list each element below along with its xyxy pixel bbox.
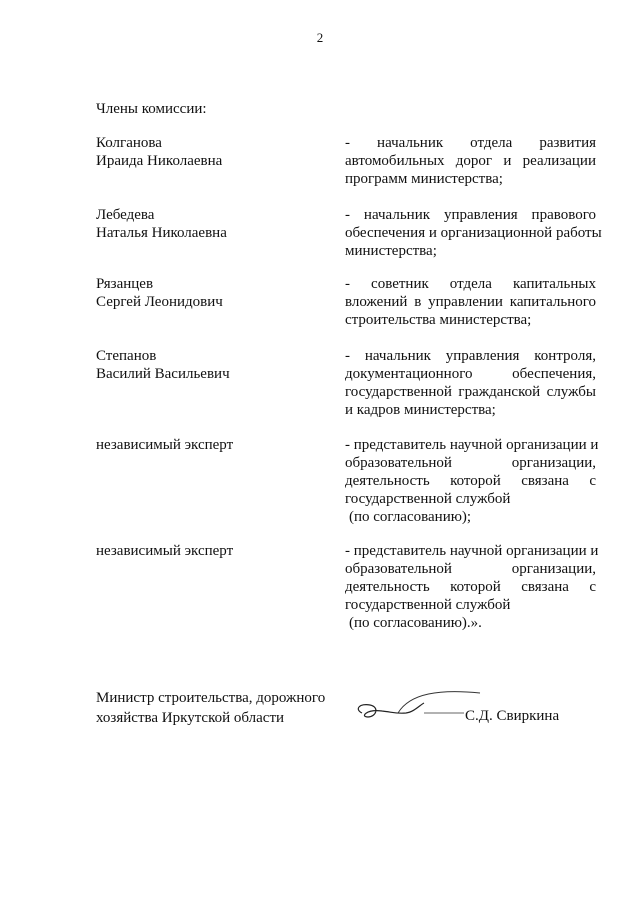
role-line: - представитель научной организации и	[345, 437, 599, 453]
member-title: независимый эксперт	[96, 437, 234, 453]
role-line: - представитель научной организации и	[345, 543, 599, 559]
member-name	[96, 347, 326, 383]
member-name	[96, 275, 326, 311]
role-line: - начальник управления правового	[345, 207, 596, 223]
member-name	[96, 206, 326, 242]
role-line: - начальник отдела развития	[345, 135, 596, 151]
member-name	[96, 134, 326, 170]
role-line: образовательной организации,	[345, 455, 596, 471]
role-line: деятельность которой связана с	[345, 473, 596, 489]
role-line: министерства;	[345, 243, 437, 259]
member-title: независимый эксперт	[96, 543, 234, 559]
member-surname: Колганова	[96, 135, 162, 151]
member-role	[345, 206, 602, 260]
role-line: (по согласованию).».	[349, 615, 482, 631]
page-number: 2	[316, 30, 324, 45]
member-given-names: Наталья Николаевна	[96, 225, 227, 241]
role-line: (по согласованию);	[349, 509, 472, 525]
member-name	[96, 542, 326, 560]
member-given-names: Василий Васильевич	[96, 366, 230, 382]
role-line: документационного обеспечения,	[345, 366, 596, 382]
role-line: государственной службой	[345, 597, 511, 613]
role-line: программ министерства;	[345, 171, 503, 187]
member-role	[345, 542, 599, 632]
role-line: деятельность которой связана с	[345, 579, 596, 595]
member-role	[345, 134, 596, 188]
role-line: образовательной организации,	[345, 561, 596, 577]
role-line: вложений в управлении капитального	[345, 294, 596, 310]
role-line: - начальник управления контроля,	[345, 348, 596, 364]
member-role	[345, 275, 596, 329]
member-role	[345, 436, 599, 526]
role-line: автомобильных дорог и реализации	[345, 153, 596, 169]
member-given-names: Ираида Николаевна	[96, 153, 223, 169]
signatory-position	[96, 688, 325, 728]
role-line: обеспечения и организационной работы	[345, 225, 602, 241]
role-line: государственной гражданской службы	[345, 384, 596, 400]
role-line: государственной службой	[345, 491, 511, 507]
member-surname: Лебедева	[96, 207, 155, 223]
role-line: - советник отдела капитальных	[345, 276, 596, 292]
member-surname: Степанов	[96, 348, 157, 364]
member-name	[96, 436, 326, 454]
signer-name: С.Д. Свиркина	[465, 708, 560, 724]
position-line: хозяйства Иркутской области	[96, 710, 285, 726]
member-role	[345, 347, 596, 419]
role-line: и кадров министерства;	[345, 402, 496, 418]
position-line: Министр строительства, дорожного	[96, 690, 326, 706]
commission-members-heading: Члены комиссии:	[96, 101, 207, 117]
member-given-names: Сергей Леонидович	[96, 294, 223, 310]
member-surname: Рязанцев	[96, 276, 154, 292]
role-line: строительства министерства;	[345, 312, 532, 328]
